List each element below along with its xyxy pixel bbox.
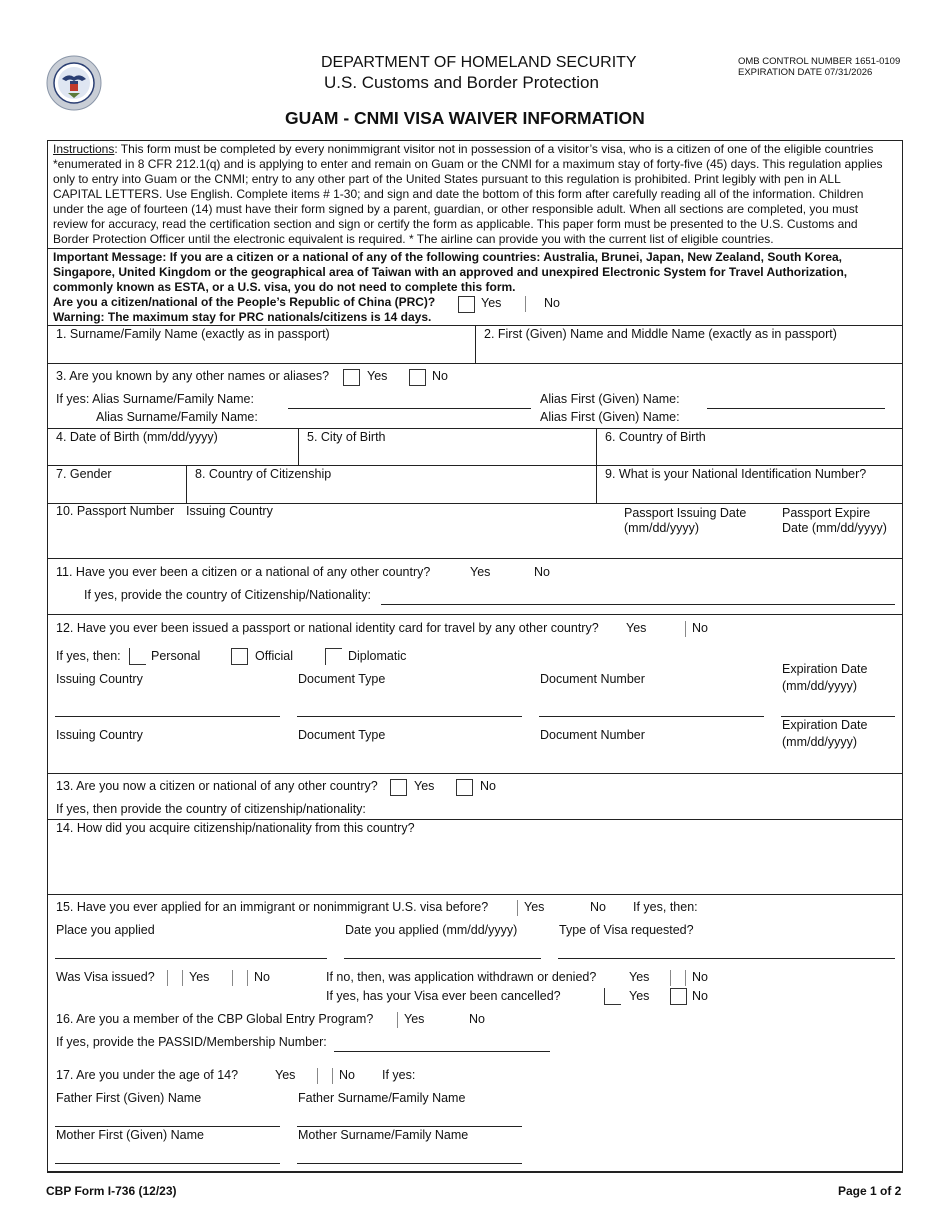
q12-question: 12. Have you ever been issued a passport or national identity card for travel by any other country? <box>56 621 599 635</box>
prc-yes-checkbox[interactable] <box>458 296 475 313</box>
q17-no-checkbox[interactable] <box>332 1068 334 1084</box>
q15-issued-yes-checkbox-2[interactable] <box>182 970 184 986</box>
q16-yes-label: Yes <box>404 1012 425 1026</box>
q12-document-number-field[interactable] <box>539 716 764 717</box>
q12-expiration-label-2: Expiration Date <box>782 718 868 732</box>
q11-if-yes-label: If yes, provide the country of Citizenship/Nationality: <box>84 588 371 602</box>
q17-no-label: No <box>339 1068 355 1082</box>
prc-warning: Warning: The maximum stay for PRC nationals/citizens is 14 days. <box>53 310 432 324</box>
q3-alias-first-label: Alias First (Given) Name: <box>540 392 680 406</box>
q3-no-checkbox[interactable] <box>409 369 426 386</box>
q15-cancelled-no-label: No <box>692 989 708 1003</box>
q17-mother-last-field[interactable] <box>297 1163 522 1164</box>
q3-yes-checkbox[interactable] <box>343 369 360 386</box>
instructions-line: only to entry into Guam or the CNMI; entry to any other part of the United States pursuant to this regulation is prohibited. Print legibly with pen in ALL <box>53 172 841 186</box>
q13-no-label: No <box>480 779 496 793</box>
q12-expiration-format-2: (mm/dd/yyyy) <box>782 735 857 749</box>
q10-issuing-country-label: Issuing Country <box>186 504 273 518</box>
q17-mother-first-field[interactable] <box>55 1163 280 1164</box>
q11-no-label[interactable]: No <box>534 565 550 579</box>
instructions-line: review for accuracy, read the certification section and sign or certify the form as applicable. This paper form must be presented to the U.S. Customs and <box>53 217 858 231</box>
q12-diplomatic-label: Diplomatic <box>348 649 407 663</box>
q12-document-type-label: Document Type <box>298 672 386 686</box>
q15-withdrawn-no-checkbox-2[interactable] <box>685 970 687 986</box>
q12-document-number-label-2: Document Number <box>540 728 645 742</box>
q12-expiration-format: (mm/dd/yyyy) <box>782 679 857 693</box>
q15-issued-no-checkbox[interactable] <box>232 970 234 986</box>
q15-issued-yes-label: Yes <box>189 970 210 984</box>
q12-expiration-label: Expiration Date <box>782 662 868 676</box>
q16-question: 16. Are you a member of the CBP Global Entry Program? <box>56 1012 374 1026</box>
q3-yes-label: Yes <box>367 369 388 383</box>
q12-personal-checkbox[interactable] <box>129 648 146 665</box>
important-line: Singapore, United Kingdom or the geographical area of Taiwan with an approved and unexpired Electronic System for Travel Authorization, <box>53 265 848 279</box>
q17-father-last-label: Father Surname/Family Name <box>298 1091 466 1105</box>
q3-alias-first-field[interactable] <box>707 408 885 409</box>
q15-cancelled-no-checkbox[interactable] <box>670 988 687 1005</box>
q13-yes-checkbox[interactable] <box>390 779 407 796</box>
q12-if-yes-label: If yes, then: <box>56 649 121 663</box>
q12-official-label: Official <box>255 649 293 663</box>
q12-yes-label: Yes <box>626 621 647 635</box>
q7-gender-label: 7. Gender <box>56 467 112 481</box>
q12-official-checkbox[interactable] <box>231 648 248 665</box>
q11-country-field[interactable] <box>381 604 895 605</box>
q12-no-checkbox[interactable] <box>685 621 687 637</box>
q16-yes-checkbox[interactable] <box>397 1012 399 1028</box>
q10-expire-date-format: Date (mm/dd/yyyy) <box>782 521 887 535</box>
prc-no-label: No <box>544 296 560 310</box>
q15-cancelled-label: If yes, has your Visa ever been cancelled? <box>326 989 561 1003</box>
prc-yes-label: Yes <box>481 296 502 310</box>
q3-aliases-question: 3. Are you known by any other names or aliases? <box>56 369 330 383</box>
q13-if-yes-label: If yes, then provide the country of citizenship/nationality: <box>56 802 366 816</box>
q3-alias-surname-field[interactable] <box>288 408 531 409</box>
q3-no-label: No <box>432 369 448 383</box>
q15-issued-no-checkbox-2[interactable] <box>247 970 249 986</box>
q11-question: 11. Have you ever been a citizen or a national of any other country? <box>56 565 431 579</box>
q15-place-label: Place you applied <box>56 923 155 937</box>
expiration-date: EXPIRATION DATE 07/31/2026 <box>738 67 873 78</box>
q15-cancelled-yes-checkbox[interactable] <box>604 988 621 1005</box>
instructions-block <box>53 142 899 247</box>
agency-name: U.S. Customs and Border Protection <box>324 73 599 92</box>
q15-date-field[interactable] <box>344 958 541 959</box>
q12-issuing-country-label: Issuing Country <box>56 672 143 686</box>
page-number: Page 1 of 2 <box>838 1184 902 1198</box>
q13-yes-label: Yes <box>414 779 435 793</box>
q10-issue-date-format: (mm/dd/yyyy) <box>624 521 699 535</box>
q17-mother-last-label: Mother Surname/Family Name <box>298 1128 469 1142</box>
instructions-line: *enumerated in 8 CFR 212.1(q) and is applying to enter and remain on Guam or the CNMI for a maximum stay of forty-five (45) days. This regulation applies <box>53 157 883 171</box>
q15-withdrawn-no-checkbox[interactable] <box>670 970 672 986</box>
q1-surname-label: 1. Surname/Family Name (exactly as in passport) <box>56 327 330 341</box>
q14-question: 14. How did you acquire citizenship/nationality from this country? <box>56 821 415 835</box>
q15-if-yes-label: If yes, then: <box>633 900 698 914</box>
q13-question: 13. Are you now a citizen or national of any other country? <box>56 779 378 793</box>
instructions-line: under the age of fourteen (14) must have their form signed by a parent, guardian, or other responsible adult. When all sections are completed, you must <box>53 202 859 216</box>
q15-place-field[interactable] <box>55 958 327 959</box>
q8-citizenship-label: 8. Country of Citizenship <box>195 467 332 481</box>
q3-alias-surname-label-2: Alias Surname/Family Name: <box>96 410 258 424</box>
important-line: commonly known as ESTA, or a U.S. visa, you do not need to complete this form. <box>53 280 516 294</box>
q15-issued-label: Was Visa issued? <box>56 970 155 984</box>
page-title: GUAM - CNMI VISA WAIVER INFORMATION <box>285 108 645 128</box>
instructions-label: Instructions <box>53 142 115 156</box>
q12-personal-label: Personal <box>151 649 201 663</box>
q15-no-label[interactable]: No <box>590 900 606 914</box>
q15-type-field[interactable] <box>558 958 895 959</box>
prc-no-checkbox[interactable] <box>525 296 527 312</box>
q10-issue-date-label: Passport Issuing Date <box>624 506 747 520</box>
form-number: CBP Form I-736 (12/23) <box>46 1184 177 1198</box>
q17-question: 17. Are you under the age of 14? <box>56 1068 239 1082</box>
q13-no-checkbox[interactable] <box>456 779 473 796</box>
q17-if-yes-label: If yes: <box>382 1068 416 1082</box>
q12-document-type-label-2: Document Type <box>298 728 386 742</box>
q17-yes-label: Yes <box>275 1068 296 1082</box>
q6-country-birth-label: 6. Country of Birth <box>605 430 706 444</box>
department-name: DEPARTMENT OF HOMELAND SECURITY <box>321 54 637 71</box>
q12-issuing-country-field[interactable] <box>55 716 280 717</box>
q12-diplomatic-checkbox[interactable] <box>325 648 342 665</box>
q2-given-name-label: 2. First (Given) Name and Middle Name (exactly as in passport) <box>484 327 837 341</box>
q15-withdrawn-yes-label: Yes <box>629 970 650 984</box>
q10-passport-number-label: 10. Passport Number <box>56 504 175 518</box>
q12-no-label: No <box>692 621 708 635</box>
instructions-line: CAPITAL LETTERS. Use English. Complete items # 1-30; and sign and date the bottom of this form after carefully reading all of the information. Children <box>53 187 864 201</box>
q4-dob-label: 4. Date of Birth (mm/dd/yyyy) <box>56 430 218 444</box>
q17-father-first-field[interactable] <box>55 1126 280 1127</box>
q17-father-last-field[interactable] <box>297 1126 522 1127</box>
q17-mother-first-label: Mother First (Given) Name <box>56 1128 204 1142</box>
q17-yes-checkbox[interactable] <box>317 1068 319 1084</box>
q11-yes-label[interactable]: Yes <box>470 565 491 579</box>
q15-issued-no-label: No <box>254 970 270 984</box>
important-line: Important Message: If you are a citizen or a national of any of the following countries: Australia, Brunei, Japan, New Zealand, South Korea, <box>53 250 843 264</box>
q15-yes-checkbox[interactable] <box>517 900 519 916</box>
q15-yes-label: Yes <box>524 900 545 914</box>
dhs-seal-icon <box>46 55 102 111</box>
q3-alias-surname-label: If yes: Alias Surname/Family Name: <box>56 392 254 406</box>
q5-city-label: 5. City of Birth <box>307 430 386 444</box>
q15-cancelled-yes-label: Yes <box>629 989 650 1003</box>
q9-national-id-label: 9. What is your National Identification Number? <box>605 467 867 481</box>
q15-withdrawn-no-label: No <box>692 970 708 984</box>
q15-date-label: Date you applied (mm/dd/yyyy) <box>345 923 518 937</box>
instructions-line: : This form must be completed by every nonimmigrant visitor not in possession of a visitor’s visa, who is a citizen of one of the eligible countries <box>114 142 874 156</box>
q3-alias-first-label-2: Alias First (Given) Name: <box>540 410 680 424</box>
q15-question: 15. Have you ever applied for an immigrant or nonimmigrant U.S. visa before? <box>56 900 489 914</box>
prc-question: Are you a citizen/national of the People’s Republic of China (PRC)? <box>53 295 436 309</box>
q15-withdrawn-label: If no, then, was application withdrawn or denied? <box>326 970 597 984</box>
omb-control-number: OMB CONTROL NUMBER 1651-0109 <box>738 56 901 67</box>
q12-document-number-label: Document Number <box>540 672 645 686</box>
q16-passid-label: If yes, provide the PASSID/Membership Number: <box>56 1035 327 1049</box>
q12-expiration-field[interactable] <box>781 716 895 717</box>
q12-document-type-field[interactable] <box>297 716 522 717</box>
q12-issuing-country-label-2: Issuing Country <box>56 728 143 742</box>
instructions-line: Border Protection Officer until the electronic equivalent is required. * The airline can provide you with the current list of eligible countries. <box>53 232 774 246</box>
q15-type-label: Type of Visa requested? <box>559 923 694 937</box>
q16-no-label[interactable]: No <box>469 1012 485 1026</box>
q16-passid-field[interactable] <box>334 1051 550 1052</box>
important-message <box>53 250 899 325</box>
q10-expire-date-label: Passport Expire <box>782 506 871 520</box>
q17-father-first-label: Father First (Given) Name <box>56 1091 202 1105</box>
q15-issued-yes-checkbox[interactable] <box>167 970 169 986</box>
